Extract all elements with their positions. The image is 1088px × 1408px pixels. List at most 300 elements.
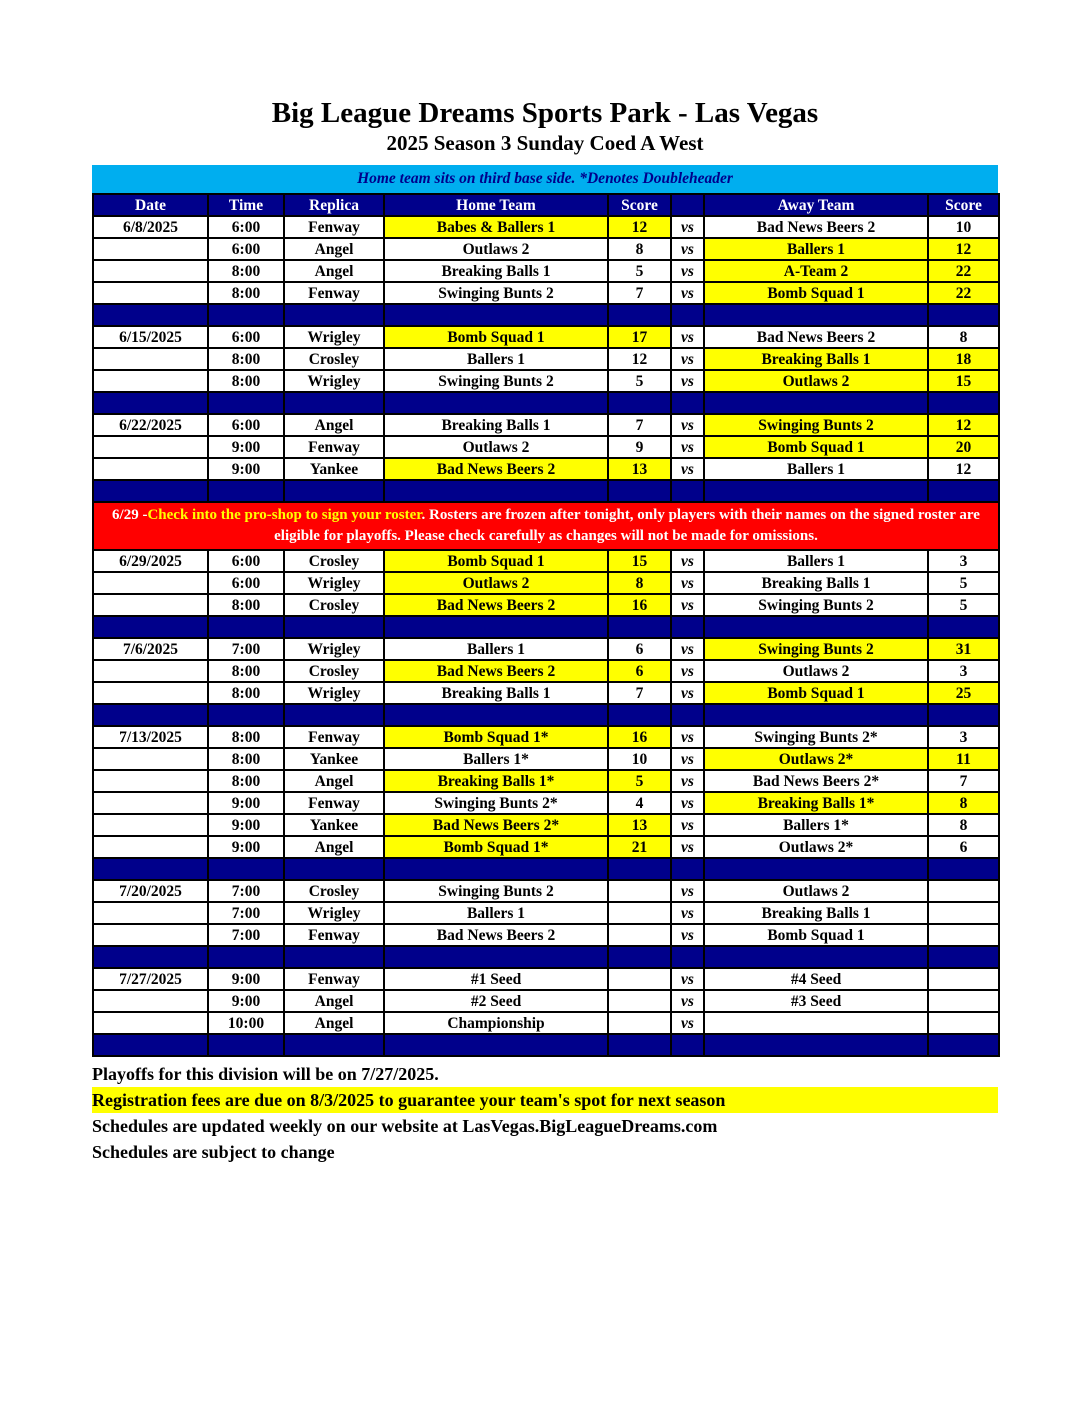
separator-cell xyxy=(928,858,999,880)
separator-row xyxy=(93,946,999,968)
game-row xyxy=(93,748,999,770)
vs-cell: vs xyxy=(671,238,704,260)
game-row xyxy=(93,880,999,902)
away-team-cell: Outlaws 2* xyxy=(704,836,928,858)
separator-cell xyxy=(671,946,704,968)
home-score-cell: 16 xyxy=(608,594,671,616)
away-team-cell: #4 Seed xyxy=(704,968,928,990)
away-score-cell: 3 xyxy=(928,660,999,682)
separator-cell xyxy=(608,704,671,726)
game-row xyxy=(93,370,999,392)
replica-cell: Wrigley xyxy=(284,638,384,660)
home-team-cell: Bomb Squad 1 xyxy=(384,550,608,572)
away-team-cell: Breaking Balls 1 xyxy=(704,572,928,594)
vs-cell: vs xyxy=(671,282,704,304)
replica-cell: Fenway xyxy=(284,436,384,458)
date-cell xyxy=(93,902,208,924)
away-team-cell: Ballers 1 xyxy=(704,550,928,572)
date-cell xyxy=(93,260,208,282)
home-team-cell: Championship xyxy=(384,1012,608,1034)
separator-cell xyxy=(704,480,928,502)
date-cell xyxy=(93,990,208,1012)
replica-cell: Fenway xyxy=(284,282,384,304)
separator-cell xyxy=(284,480,384,502)
game-row xyxy=(93,326,999,348)
away-score-cell: 6 xyxy=(928,836,999,858)
home-score-cell: 12 xyxy=(608,216,671,238)
home-team-cell: Outlaws 2 xyxy=(384,572,608,594)
date-cell xyxy=(93,682,208,704)
home-score-cell xyxy=(608,968,671,990)
game-row xyxy=(93,436,999,458)
home-score-cell: 17 xyxy=(608,326,671,348)
separator-row xyxy=(93,480,999,502)
game-row xyxy=(93,638,999,660)
table-body xyxy=(93,216,999,1056)
home-score-cell: 16 xyxy=(608,726,671,748)
separator-cell xyxy=(671,480,704,502)
home-team-cell: Babes & Ballers 1 xyxy=(384,216,608,238)
date-cell xyxy=(93,792,208,814)
header-cell-score: Score xyxy=(608,194,671,216)
date-cell: 7/13/2025 xyxy=(93,726,208,748)
header-row xyxy=(93,194,999,216)
home-score-cell: 5 xyxy=(608,770,671,792)
date-cell: 6/8/2025 xyxy=(93,216,208,238)
game-row xyxy=(93,550,999,572)
separator-cell xyxy=(208,1034,284,1056)
vs-cell: vs xyxy=(671,1012,704,1034)
home-team-cell: Outlaws 2 xyxy=(384,436,608,458)
away-team-cell: Bad News Beers 2* xyxy=(704,770,928,792)
date-cell: 6/22/2025 xyxy=(93,414,208,436)
time-cell: 8:00 xyxy=(208,748,284,770)
time-cell: 9:00 xyxy=(208,990,284,1012)
game-row xyxy=(93,282,999,304)
away-team-cell: Ballers 1 xyxy=(704,238,928,260)
date-cell xyxy=(93,436,208,458)
separator-cell xyxy=(704,858,928,880)
time-cell: 6:00 xyxy=(208,326,284,348)
away-score-cell: 8 xyxy=(928,326,999,348)
date-cell: 6/29/2025 xyxy=(93,550,208,572)
separator-cell xyxy=(93,946,208,968)
separator-cell xyxy=(384,704,608,726)
time-cell: 6:00 xyxy=(208,572,284,594)
vs-cell: vs xyxy=(671,880,704,902)
home-team-cell: Ballers 1 xyxy=(384,902,608,924)
date-cell xyxy=(93,814,208,836)
away-score-cell: 3 xyxy=(928,550,999,572)
separator-cell xyxy=(608,480,671,502)
time-cell: 9:00 xyxy=(208,836,284,858)
vs-cell: vs xyxy=(671,638,704,660)
separator-cell xyxy=(93,1034,208,1056)
separator-cell xyxy=(284,858,384,880)
home-score-cell: 12 xyxy=(608,348,671,370)
vs-cell: vs xyxy=(671,924,704,946)
vs-cell: vs xyxy=(671,326,704,348)
separator-cell xyxy=(93,480,208,502)
separator-cell xyxy=(284,946,384,968)
separator-cell xyxy=(704,1034,928,1056)
away-score-cell: 5 xyxy=(928,572,999,594)
time-cell: 9:00 xyxy=(208,968,284,990)
time-cell: 8:00 xyxy=(208,770,284,792)
away-team-cell: Swinging Bunts 2 xyxy=(704,414,928,436)
page-title: Big League Dreams Sports Park - Las Vegas xyxy=(271,97,819,129)
date-cell: 7/20/2025 xyxy=(93,880,208,902)
date-cell xyxy=(93,238,208,260)
time-cell: 7:00 xyxy=(208,902,284,924)
home-team-cell: Swinging Bunts 2 xyxy=(384,370,608,392)
away-team-cell: Bomb Squad 1 xyxy=(704,682,928,704)
date-cell xyxy=(93,924,208,946)
header-cell-vs xyxy=(671,194,704,216)
header-cell-away-team: Away Team xyxy=(704,194,928,216)
home-team-cell: Bad News Beers 2* xyxy=(384,814,608,836)
away-team-cell: Outlaws 2 xyxy=(704,370,928,392)
home-score-cell: 4 xyxy=(608,792,671,814)
away-team-cell: Outlaws 2* xyxy=(704,748,928,770)
date-cell xyxy=(93,348,208,370)
away-team-cell: Swinging Bunts 2* xyxy=(704,726,928,748)
vs-cell: vs xyxy=(671,990,704,1012)
home-team-cell: Bomb Squad 1* xyxy=(384,836,608,858)
home-team-cell: #1 Seed xyxy=(384,968,608,990)
away-score-cell: 5 xyxy=(928,594,999,616)
separator-cell xyxy=(928,304,999,326)
game-row xyxy=(93,902,999,924)
header-cell-replica: Replica xyxy=(284,194,384,216)
separator-cell xyxy=(704,946,928,968)
replica-cell: Fenway xyxy=(284,968,384,990)
away-team-cell: Bad News Beers 2 xyxy=(704,326,928,348)
game-row xyxy=(93,238,999,260)
away-score-cell: 12 xyxy=(928,414,999,436)
away-score-cell: 12 xyxy=(928,238,999,260)
away-team-cell: Bad News Beers 2 xyxy=(704,216,928,238)
vs-cell: vs xyxy=(671,370,704,392)
away-score-cell xyxy=(928,902,999,924)
replica-cell: Yankee xyxy=(284,748,384,770)
table-header xyxy=(93,194,999,216)
separator-cell xyxy=(208,858,284,880)
schedule-table xyxy=(92,193,1000,1057)
separator-cell xyxy=(384,480,608,502)
separator-cell xyxy=(928,616,999,638)
replica-cell: Fenway xyxy=(284,216,384,238)
replica-cell: Fenway xyxy=(284,792,384,814)
home-team-cell: Bad News Beers 2 xyxy=(384,594,608,616)
replica-cell: Crosley xyxy=(284,660,384,682)
time-cell: 6:00 xyxy=(208,550,284,572)
away-team-cell: Bomb Squad 1 xyxy=(704,436,928,458)
away-score-cell xyxy=(928,880,999,902)
vs-cell: vs xyxy=(671,594,704,616)
away-score-cell: 15 xyxy=(928,370,999,392)
separator-cell xyxy=(384,392,608,414)
home-score-cell: 7 xyxy=(608,414,671,436)
vs-cell: vs xyxy=(671,968,704,990)
vs-cell: vs xyxy=(671,902,704,924)
away-score-cell: 22 xyxy=(928,282,999,304)
home-team-cell: Ballers 1 xyxy=(384,348,608,370)
away-team-cell: Breaking Balls 1* xyxy=(704,792,928,814)
home-score-cell xyxy=(608,990,671,1012)
time-cell: 8:00 xyxy=(208,348,284,370)
away-team-cell: Ballers 1* xyxy=(704,814,928,836)
replica-cell: Wrigley xyxy=(284,682,384,704)
game-row xyxy=(93,990,999,1012)
date-cell xyxy=(93,748,208,770)
home-score-cell: 21 xyxy=(608,836,671,858)
footer-line: Schedules are updated weekly on our website at LasVegas.BigLeagueDreams.com xyxy=(92,1116,718,1136)
time-cell: 9:00 xyxy=(208,792,284,814)
footer-line: Playoffs for this division will be on 7/27/2025. xyxy=(92,1064,439,1084)
header-cell-date: Date xyxy=(93,194,208,216)
replica-cell: Crosley xyxy=(284,348,384,370)
separator-cell xyxy=(704,704,928,726)
time-cell: 7:00 xyxy=(208,638,284,660)
date-cell xyxy=(93,370,208,392)
home-score-cell: 6 xyxy=(608,638,671,660)
away-team-cell: Swinging Bunts 2 xyxy=(704,638,928,660)
vs-cell: vs xyxy=(671,682,704,704)
date-cell xyxy=(93,660,208,682)
time-cell: 9:00 xyxy=(208,458,284,480)
notice-prefix: 6/29 - xyxy=(112,507,148,523)
home-score-cell xyxy=(608,1012,671,1034)
replica-cell: Wrigley xyxy=(284,902,384,924)
separator-cell xyxy=(93,858,208,880)
home-score-cell: 13 xyxy=(608,458,671,480)
time-cell: 8:00 xyxy=(208,282,284,304)
replica-cell: Fenway xyxy=(284,924,384,946)
separator-cell xyxy=(208,304,284,326)
home-team-cell: Outlaws 2 xyxy=(384,238,608,260)
home-score-cell: 8 xyxy=(608,572,671,594)
separator-cell xyxy=(384,946,608,968)
replica-cell: Wrigley xyxy=(284,572,384,594)
separator-cell xyxy=(608,858,671,880)
vs-cell: vs xyxy=(671,550,704,572)
separator-cell xyxy=(704,616,928,638)
date-cell xyxy=(93,1012,208,1034)
away-team-cell: Breaking Balls 1 xyxy=(704,348,928,370)
game-row xyxy=(93,968,999,990)
home-team-cell: Bad News Beers 2 xyxy=(384,660,608,682)
separator-row xyxy=(93,704,999,726)
separator-cell xyxy=(671,1034,704,1056)
away-team-cell: Ballers 1 xyxy=(704,458,928,480)
vs-cell: vs xyxy=(671,770,704,792)
away-team-cell: Bomb Squad 1 xyxy=(704,282,928,304)
away-team-cell: Breaking Balls 1 xyxy=(704,902,928,924)
separator-row xyxy=(93,616,999,638)
replica-cell: Crosley xyxy=(284,594,384,616)
game-row xyxy=(93,836,999,858)
separator-cell xyxy=(704,304,928,326)
away-team-cell: Swinging Bunts 2 xyxy=(704,594,928,616)
home-team-cell: Bomb Squad 1* xyxy=(384,726,608,748)
home-score-cell: 8 xyxy=(608,238,671,260)
game-row xyxy=(93,682,999,704)
replica-cell: Angel xyxy=(284,836,384,858)
roster-notice-cell xyxy=(93,502,999,550)
info-banner: Home team sits on third base side. *Denotes Doubleheader xyxy=(92,165,998,193)
separator-cell xyxy=(384,304,608,326)
time-cell: 6:00 xyxy=(208,216,284,238)
vs-cell: vs xyxy=(671,660,704,682)
date-cell: 7/6/2025 xyxy=(93,638,208,660)
time-cell: 7:00 xyxy=(208,924,284,946)
vs-cell: vs xyxy=(671,748,704,770)
vs-cell: vs xyxy=(671,572,704,594)
time-cell: 8:00 xyxy=(208,660,284,682)
date-cell xyxy=(93,458,208,480)
away-score-cell xyxy=(928,968,999,990)
replica-cell: Angel xyxy=(284,414,384,436)
date-cell xyxy=(93,770,208,792)
home-score-cell: 5 xyxy=(608,260,671,282)
home-team-cell: Swinging Bunts 2* xyxy=(384,792,608,814)
home-score-cell: 7 xyxy=(608,682,671,704)
separator-cell xyxy=(93,616,208,638)
separator-cell xyxy=(928,946,999,968)
away-score-cell xyxy=(928,1012,999,1034)
separator-row xyxy=(93,392,999,414)
schedule-content xyxy=(92,96,998,1165)
separator-cell xyxy=(208,946,284,968)
away-score-cell: 12 xyxy=(928,458,999,480)
separator-cell xyxy=(608,1034,671,1056)
game-row xyxy=(93,924,999,946)
notice-rest: . Rosters are frozen after tonight, only players with their names on the signed roster are eligible for playoffs. Please check carefully as changes will not be made for omissions. xyxy=(274,507,980,544)
home-score-cell: 15 xyxy=(608,550,671,572)
separator-cell xyxy=(284,304,384,326)
home-score-cell: 6 xyxy=(608,660,671,682)
separator-cell xyxy=(671,616,704,638)
separator-cell xyxy=(671,392,704,414)
separator-cell xyxy=(704,392,928,414)
separator-cell xyxy=(93,704,208,726)
separator-cell xyxy=(208,616,284,638)
header-cell-home-team: Home Team xyxy=(384,194,608,216)
date-cell xyxy=(93,836,208,858)
roster-notice-row xyxy=(93,502,999,550)
time-cell: 8:00 xyxy=(208,726,284,748)
separator-cell xyxy=(93,304,208,326)
away-team-cell: Outlaws 2 xyxy=(704,880,928,902)
separator-cell xyxy=(284,616,384,638)
home-team-cell: #2 Seed xyxy=(384,990,608,1012)
home-team-cell: Swinging Bunts 2 xyxy=(384,282,608,304)
time-cell: 8:00 xyxy=(208,260,284,282)
home-score-cell: 9 xyxy=(608,436,671,458)
away-score-cell: 11 xyxy=(928,748,999,770)
home-score-cell: 7 xyxy=(608,282,671,304)
separator-cell xyxy=(93,392,208,414)
footer-line: Schedules are subject to change xyxy=(92,1142,335,1162)
separator-cell xyxy=(671,858,704,880)
vs-cell: vs xyxy=(671,436,704,458)
replica-cell: Wrigley xyxy=(284,370,384,392)
separator-cell xyxy=(608,304,671,326)
replica-cell: Angel xyxy=(284,770,384,792)
replica-cell: Angel xyxy=(284,990,384,1012)
away-team-cell: Bomb Squad 1 xyxy=(704,924,928,946)
separator-cell xyxy=(384,616,608,638)
game-row xyxy=(93,792,999,814)
separator-row xyxy=(93,304,999,326)
time-cell: 9:00 xyxy=(208,814,284,836)
vs-cell: vs xyxy=(671,260,704,282)
game-row xyxy=(93,414,999,436)
game-row xyxy=(93,770,999,792)
separator-cell xyxy=(671,304,704,326)
home-team-cell: Ballers 1* xyxy=(384,748,608,770)
game-row xyxy=(93,572,999,594)
home-team-cell: Breaking Balls 1* xyxy=(384,770,608,792)
separator-cell xyxy=(928,480,999,502)
vs-cell: vs xyxy=(671,814,704,836)
footer-line: Registration fees are due on 8/3/2025 to guarantee your team's spot for next season xyxy=(92,1087,998,1113)
header-cell-time: Time xyxy=(208,194,284,216)
vs-cell: vs xyxy=(671,792,704,814)
date-cell: 6/15/2025 xyxy=(93,326,208,348)
separator-cell xyxy=(284,704,384,726)
home-team-cell: Bomb Squad 1 xyxy=(384,326,608,348)
home-team-cell: Bad News Beers 2 xyxy=(384,924,608,946)
vs-cell: vs xyxy=(671,458,704,480)
home-team-cell: Breaking Balls 1 xyxy=(384,260,608,282)
separator-cell xyxy=(671,704,704,726)
separator-row xyxy=(93,1034,999,1056)
separator-cell xyxy=(608,616,671,638)
away-score-cell xyxy=(928,924,999,946)
home-score-cell xyxy=(608,902,671,924)
footer-notes xyxy=(92,1061,998,1165)
replica-cell: Crosley xyxy=(284,880,384,902)
vs-cell: vs xyxy=(671,414,704,436)
away-team-cell: Outlaws 2 xyxy=(704,660,928,682)
separator-cell xyxy=(284,1034,384,1056)
vs-cell: vs xyxy=(671,726,704,748)
game-row xyxy=(93,458,999,480)
away-team-cell xyxy=(704,1012,928,1034)
replica-cell: Fenway xyxy=(284,726,384,748)
home-score-cell xyxy=(608,924,671,946)
home-score-cell xyxy=(608,880,671,902)
separator-cell xyxy=(208,392,284,414)
replica-cell: Wrigley xyxy=(284,326,384,348)
game-row xyxy=(93,348,999,370)
away-score-cell: 31 xyxy=(928,638,999,660)
separator-cell xyxy=(384,1034,608,1056)
replica-cell: Yankee xyxy=(284,814,384,836)
game-row xyxy=(93,814,999,836)
home-score-cell: 5 xyxy=(608,370,671,392)
game-row xyxy=(93,660,999,682)
time-cell: 8:00 xyxy=(208,682,284,704)
away-score-cell: 8 xyxy=(928,814,999,836)
home-team-cell: Bad News Beers 2 xyxy=(384,458,608,480)
game-row xyxy=(93,594,999,616)
date-cell xyxy=(93,282,208,304)
separator-cell xyxy=(928,392,999,414)
vs-cell: vs xyxy=(671,836,704,858)
